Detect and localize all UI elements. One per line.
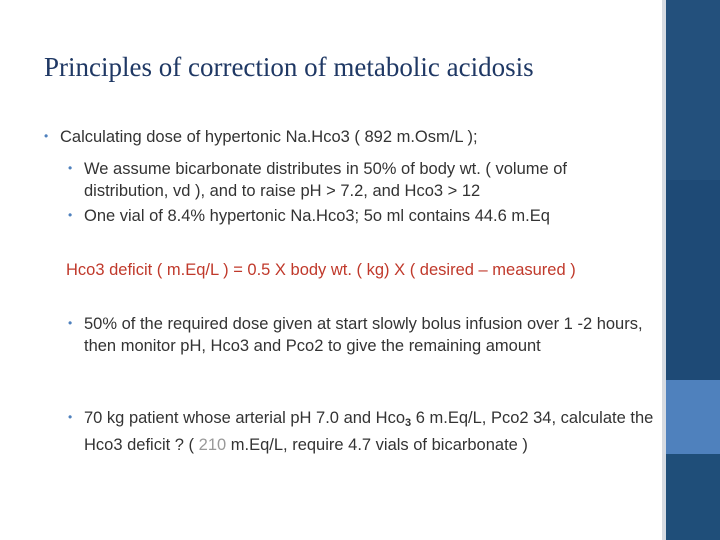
sub-bullet-text: One vial of 8.4% hypertonic Na.Hco3; 5o ml contains 44.6 m.Eq (84, 207, 550, 225)
sub-bullet-text: 50% of the required dose given at start slowly bolus infusion over 1 -2 hours, then monitor pH, Hco3 and Pco2 to give the remaining amount (84, 315, 643, 355)
decorative-block (666, 454, 720, 540)
bullet-icon: • (68, 208, 73, 222)
sub-bullet-text (84, 407, 654, 456)
bullet-text: Calculating dose of hypertonic Na.Hco3 ( 892 m.Osm/L ); (60, 128, 478, 146)
text-segment: 70 kg patient whose arterial pH 7.0 and Hco (84, 409, 406, 427)
slide-title: Principles of correction of metabolic acidosis (44, 52, 534, 82)
bullet-icon: • (68, 316, 73, 330)
text-segment: 6 m.Eq/L, Pco2 34, calculate the Hco3 deficit ? ( (84, 409, 654, 454)
bullet-icon: • (68, 161, 73, 175)
sub-bullet-text: We assume bicarbonate distributes in 50% of body wt. ( volume of distribution, vd ), and to raise pH > 7.2, and Hco3 > 12 (84, 160, 568, 200)
decorative-block (666, 380, 720, 454)
subscript: 3 (405, 417, 412, 429)
answer-value: 210 (198, 436, 227, 454)
text-segment: m.Eq/L, require 4.7 vials of bicarbonate ) (226, 436, 528, 454)
bullet-icon: • (68, 410, 73, 424)
formula-text: Hco3 deficit ( m.Eq/L ) = 0.5 X body wt. ( kg) X ( desired – measured ) (66, 261, 576, 279)
decorative-block (666, 0, 720, 180)
decorative-block (666, 180, 720, 380)
bullet-icon: • (44, 129, 49, 143)
